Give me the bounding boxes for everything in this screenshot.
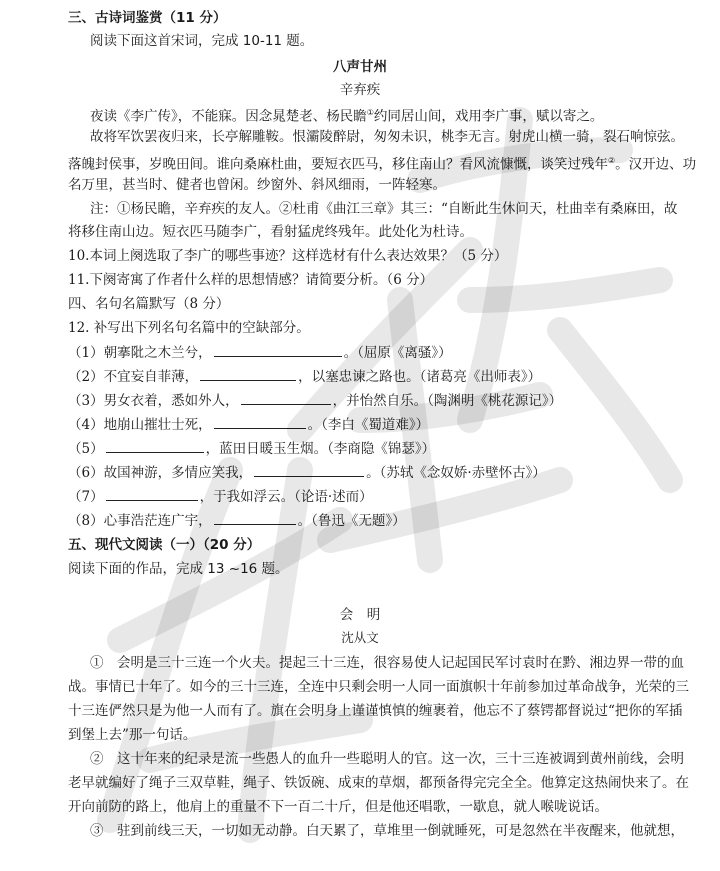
answer-blank[interactable]	[214, 343, 342, 357]
poem-preface: 夜读《李广传》，不能寐。因念晁楚老、杨民瞻①约同居山间，戏用李广事，赋以寄之。	[90, 108, 604, 125]
paragraph-line: ③ 驻到前线三天，一切如无动静。白天累了，草堆里一倒就睡死，可是忽然在半夜醒来，他就想，	[90, 823, 684, 839]
paragraph-line: 十三连俨然只是为他一人而有了。旗在会明身上谨谨慎慎的缠裹着，他忘不了蔡锷都督说过“把你的军插	[68, 703, 683, 719]
fill-blank-item: （5） ，蓝田日暖玉生烟。（李商隐《锦瑟》）	[68, 441, 436, 457]
fill-blank-item: （1）朝搴阰之木兰兮， 。（屈原《离骚》）	[68, 345, 452, 361]
answer-blank[interactable]	[214, 415, 306, 429]
poem-body-line: 落魄封侯事，岁晚田间。谁向桑麻杜曲，要短衣匹马，移住南山？看风流慷慨，谈笑过残年②。汉开边、功	[68, 156, 697, 173]
poem-note: 注：①杨民瞻，辛弃疾的友人。②杜甫《曲江三章》其三：“自断此生休问天，杜曲幸有桑麻田，故	[90, 201, 678, 217]
paragraph-line: ① 会明是三十三连一个火夫。提起三十三连，很容易使人记起国民军讨袁时在黔、湘边界一带的血	[90, 655, 684, 671]
fill-blank-item: （2）不宜妄自菲薄， ，以塞忠谏之路也。（诸葛亮《出师表》）	[68, 369, 542, 385]
poem-author: 辛弃疾	[339, 82, 381, 98]
poem-body-line: 故将军饮罢夜归来，长亭解雕鞍。恨灞陵醉尉，匆匆未识，桃李无言。射虎山横一骑，裂石响惊弦。	[90, 129, 684, 145]
question-12: 12. 补写出下列名句名篇中的空缺部分。	[68, 320, 310, 336]
paragraph-line: ② 这十年来的纪录是流一些愚人的血升一些聪明人的官。这一次，三十三连被调到黄州前线，会明	[90, 751, 684, 767]
section-4-heading: 四、名句名篇默写（8 分）	[68, 296, 230, 312]
poem-title: 八声甘州	[333, 59, 387, 75]
answer-blank[interactable]	[106, 439, 204, 453]
paragraph-line: 开向前防的路上，他肩上的重量不下一百二十斤，但是他还唱歌，一歇息，就人喉咙说话。	[68, 799, 608, 815]
fill-blank-item: （7） ，于我如浮云。（论语·述而）	[68, 489, 373, 505]
paragraph-line: 战。事情已十年了。如今的三十三连，全连中只剩会明一人同一面旗帜十年前参加过革命战争，光荣的三	[68, 679, 689, 695]
fill-blank-item: （3）男女衣着，悉如外人， ，并怡然自乐。（陶渊明《桃花源记》）	[68, 393, 563, 409]
question-11: 11.下阕寄寓了作者什么样的思想情感？请简要分析。（6 分）	[68, 272, 434, 288]
answer-blank[interactable]	[200, 367, 296, 381]
section-3-instruction: 阅读下面这首宋词，完成 10-11 题。	[90, 33, 314, 49]
fill-blank-item: （8）心事浩茫连广宇， 。（鲁迅《无题》）	[68, 513, 406, 529]
footnote-marker: ②	[608, 156, 616, 165]
footnote-marker: ①	[366, 108, 374, 117]
paragraph-line: 到堡上去”那一句话。	[68, 727, 197, 743]
paragraph-line: 老早就编好了绳子三双草鞋，绳子、铁饭碗、成束的草烟，都预备得完完全全。他算定这热闹快来了。在	[68, 775, 689, 791]
question-10: 10.本词上阕选取了李广的哪些事迹？这样选材有什么表达效果？（5 分）	[68, 248, 508, 264]
answer-blank[interactable]	[241, 391, 331, 405]
fill-blank-item: （4）地崩山摧壮士死， 。（李白《蜀道难》）	[68, 417, 430, 433]
answer-blank[interactable]	[254, 463, 364, 477]
poem-body-line: 名万里，甚当时、健者也曾闲。纱窗外、斜风细雨，一阵轻寒。	[68, 177, 446, 193]
section-5-heading: 五、现代文阅读（一）（20 分）	[68, 537, 261, 553]
section-3-heading: 三、古诗词鉴赏（11 分）	[68, 10, 227, 26]
story-author: 沈从文	[341, 630, 379, 645]
section-5-instruction: 阅读下面的作品，完成 13 ~16 题。	[68, 561, 289, 577]
poem-note: 将移住南山边。短衣匹马随李广，看射猛虎终残年。此处化为杜诗。	[68, 224, 473, 240]
fill-blank-item: （6）故国神游，多情应笑我， 。（苏轼《念奴娇·赤壁怀古》）	[68, 465, 546, 481]
answer-blank[interactable]	[106, 487, 198, 501]
answer-blank[interactable]	[214, 511, 296, 525]
story-title: 会 明	[339, 607, 381, 623]
